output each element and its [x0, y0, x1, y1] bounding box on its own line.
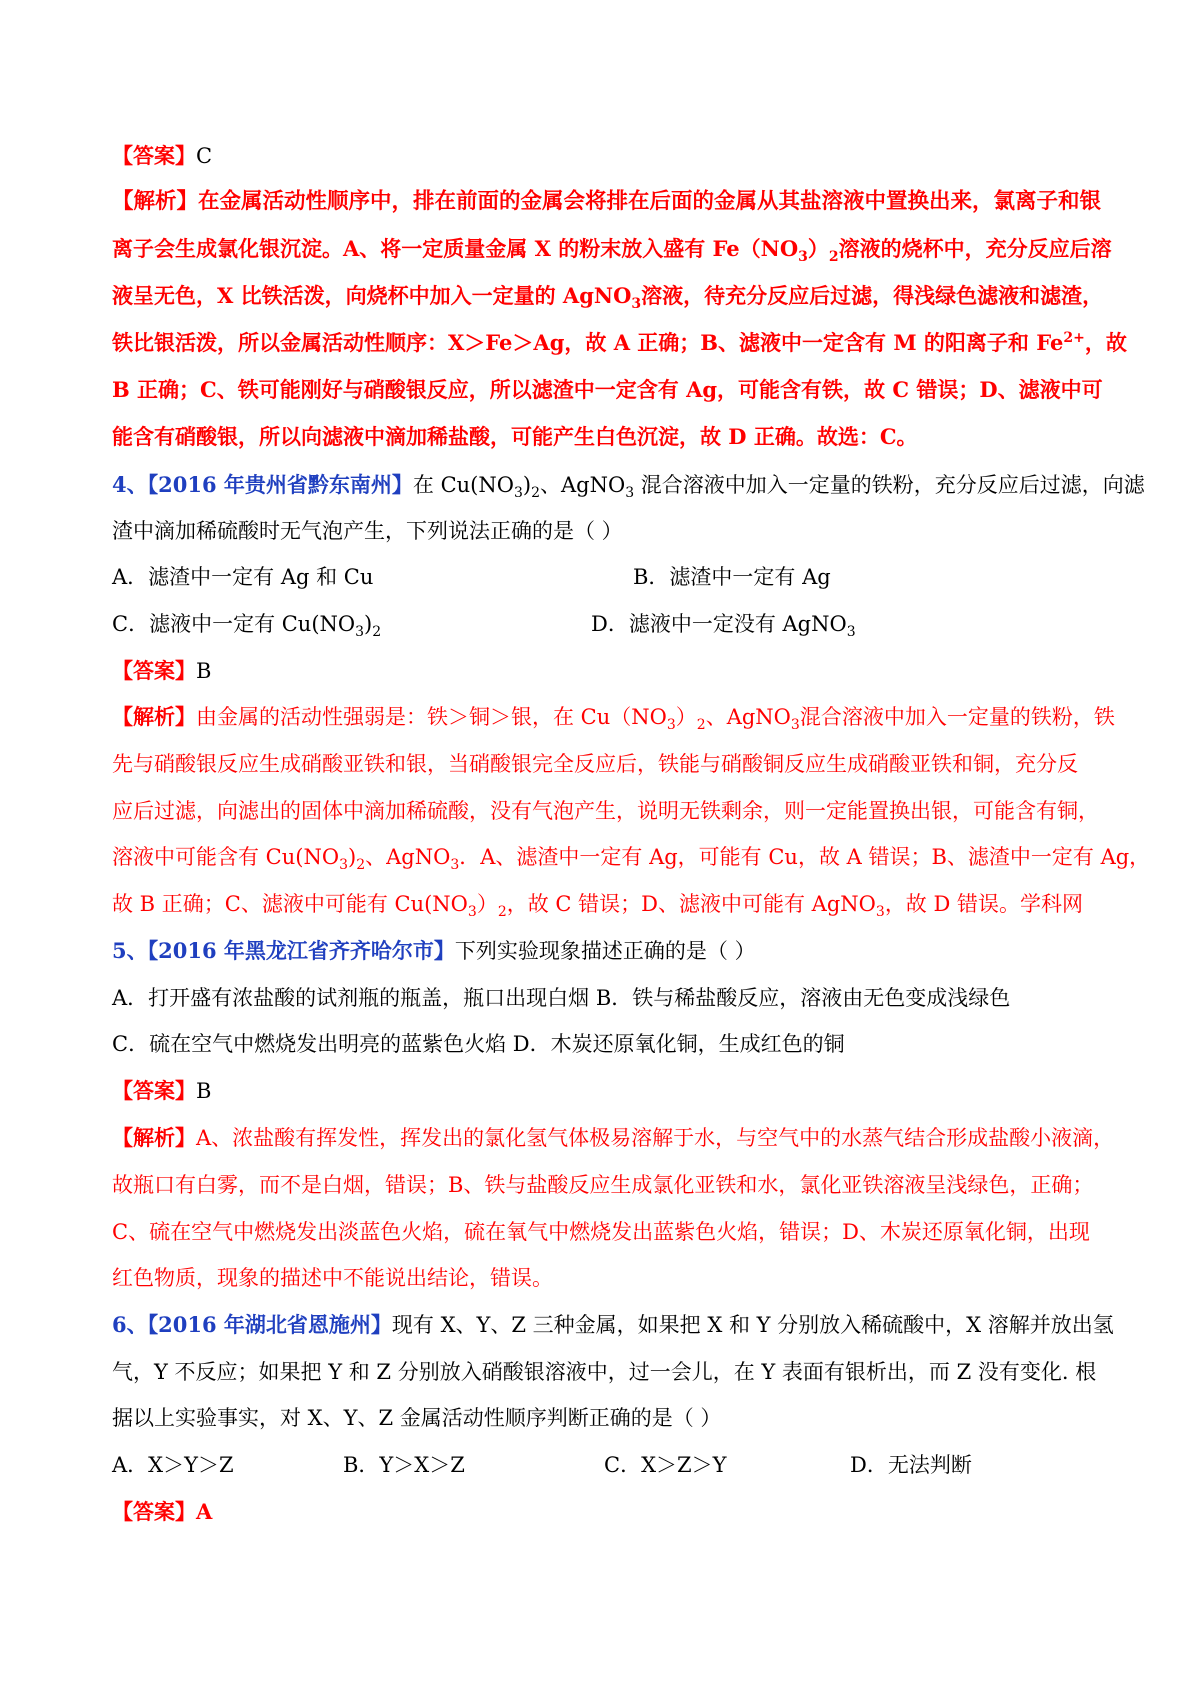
analysis-text: 液呈无色，X 比铁活泼，向烧杯中加入一定量的 AgNO — [112, 283, 632, 308]
q3-analysis-line-5: B 正确；C、铁可能刚好与硝酸银反应，所以滤渣中一定含有 Ag，可能含有铁，故 C 错误；D、滤液中可 — [112, 377, 1103, 402]
stem-text: 、AgNO — [540, 473, 626, 497]
analysis-tag: 【解析】 — [112, 189, 199, 214]
question-number: 4、 — [112, 472, 148, 497]
analysis-text: 溶液的烧杯中，充分反应后溶 — [838, 236, 1112, 261]
q3-analysis-line-3 — [112, 281, 1102, 311]
analysis-text: 、AgNO — [705, 705, 791, 729]
q4-analysis-line-4 — [112, 842, 1151, 874]
q3-analysis-line-1 — [112, 187, 1102, 217]
analysis-tag: 【解析】 — [112, 704, 196, 729]
q4-analysis-line-3: 应后过滤，向滤出的固体中滴加稀硫酸，没有气泡产生，说明无铁剩余，则一定能置换出银，可能含有铜， — [112, 799, 1099, 823]
answer-value: A — [196, 1499, 213, 1524]
q5-analysis-line-4: 红色物质，现象的描述中不能说出结论，错误。 — [112, 1266, 553, 1290]
subscript: 2 — [497, 904, 507, 921]
analysis-text: ，故 — [1084, 330, 1127, 355]
subscript: 2 — [356, 857, 366, 874]
analysis-text: ．A、滤渣中一定有 Ag，可能有 Cu，故 A 错误；B、滤渣中一定有 Ag， — [459, 845, 1151, 869]
q3-analysis-line-2 — [112, 234, 1112, 266]
q6-stem-line-2: 气，Y 不反应；如果把 Y 和 Z 分别放入硝酸银溶液中，过一会儿，在 Y 表面有银析出，而 Z 没有变化. 根 — [112, 1360, 1097, 1384]
q6-option-b: B．Y＞X＞Z — [343, 1453, 465, 1477]
answer-tag: 【答案】 — [112, 143, 196, 168]
q5-answer — [112, 1076, 1102, 1106]
analysis-text: ） — [675, 705, 697, 729]
subscript: 3 — [625, 485, 635, 502]
q6-stem-line-3: 据以上实验事实，对 X、Y、Z 金属活动性顺序判断正确的是（ ） — [112, 1406, 722, 1430]
q5-analysis-line-3: C、硫在空气中燃烧发出淡蓝色火焰，硫在氧气中燃烧发出蓝紫色火焰，错误；D、木炭还原氧化铜，出现 — [112, 1220, 1090, 1244]
analysis-tag: 【解析】 — [112, 1125, 196, 1150]
subscript: 3 — [798, 249, 808, 266]
analysis-text: ，故 C 错误；D、滤液中可能有 AgNO — [506, 892, 876, 916]
question-source: 【2016 年贵州省黔东南州】 — [147, 472, 413, 497]
question-source: 【2016 年黑龙江省齐齐哈尔市】 — [147, 938, 455, 963]
option-text: C．滤液中一定有 Cu(NO — [112, 612, 356, 636]
analysis-text: 铁比银活泼，所以金属活动性顺序：X＞Fe＞Ag，故 A 正确；B、滤液中一定含有 M 的阳离子和 Fe — [112, 330, 1064, 355]
subscript: 3 — [339, 857, 348, 874]
stem-text: 下列实验现象描述正确的是（ ） — [454, 939, 756, 963]
subscript: 3 — [513, 485, 523, 502]
q4-stem-line-2: 渣中滴加稀硫酸时无气泡产生，下列说法正确的是（ ） — [112, 519, 623, 543]
analysis-text: 在金属活动性顺序中，排在前面的金属会将排在后面的金属从其盐溶液中置换出来，氯离子和银 — [198, 189, 1102, 214]
answer-value: B — [196, 1079, 212, 1103]
q4-answer — [112, 656, 1102, 686]
stem-text: 混合溶液中加入一定量的铁粉，充分反应后过滤，向滤 — [634, 473, 1145, 497]
q5-stem — [112, 936, 1102, 966]
q3-analysis-line-4 — [112, 328, 1127, 358]
q3-answer — [112, 141, 1102, 171]
q6-answer — [112, 1497, 1102, 1527]
subscript: 3 — [467, 904, 477, 921]
subscript: 2 — [372, 624, 382, 641]
q4-option-d — [591, 609, 856, 639]
analysis-text: 混合溶液中加入一定量的铁粉，铁 — [799, 705, 1115, 729]
q6-option-d: D．无法判断 — [850, 1453, 972, 1477]
analysis-text: 溶液中可能含有 Cu(NO — [112, 845, 340, 869]
question-number: 5、 — [112, 938, 148, 963]
q4-stem-line-1 — [112, 470, 1145, 502]
analysis-text: ） — [476, 892, 498, 916]
analysis-text: 、AgNO — [365, 845, 451, 869]
analysis-text: 故 B 正确；C、滤液中可能有 Cu(NO — [112, 892, 468, 916]
q6-option-c: C．X＞Z＞Y — [604, 1453, 727, 1477]
subscript: 2 — [696, 717, 706, 734]
q4-option-a: A．滤渣中一定有 Ag 和 Cu — [112, 565, 374, 589]
q4-analysis-line-1 — [112, 702, 1115, 734]
answer-tag: 【答案】 — [112, 658, 196, 683]
superscript: 2+ — [1063, 330, 1085, 346]
analysis-text: A、浓盐酸有挥发性，挥发出的氯化氢气体极易溶解于水，与空气中的水蒸气结合形成盐酸小液滴， — [196, 1126, 1115, 1150]
q5-options-line-1: A．打开盛有浓盐酸的试剂瓶的瓶盖，瓶口出现白烟 B．铁与稀盐酸反应，溶液由无色变成浅绿色 — [112, 986, 1011, 1010]
analysis-text: ) — [347, 845, 357, 869]
answer-value: B — [196, 659, 212, 683]
question-source: 【2016 年湖北省恩施州】 — [147, 1312, 392, 1337]
subscript: 2 — [531, 485, 540, 502]
answer-tag: 【答案】 — [112, 1499, 196, 1524]
stem-text: ) — [522, 473, 532, 497]
stem-text: 在 Cu(NO — [412, 473, 514, 497]
q6-option-a: A．X＞Y＞Z — [112, 1453, 234, 1477]
subscript: 2 — [828, 249, 839, 266]
subscript: 3 — [790, 717, 800, 734]
subscript: 3 — [666, 717, 676, 734]
option-text: D．滤液中一定没有 AgNO — [591, 612, 847, 636]
analysis-text: 离子会生成氯化银沉淀。A、将一定质量金属 X 的粉末放入盛有 Fe（NO — [112, 236, 799, 261]
subscript: 3 — [450, 857, 460, 874]
q4-analysis-line-5 — [112, 889, 1102, 919]
subscript: 3 — [355, 624, 365, 641]
q6-stem-line-1 — [112, 1310, 1114, 1340]
answer-tag: 【答案】 — [112, 1078, 196, 1103]
q5-options-line-2: C．硫在空气中燃烧发出明亮的蓝紫色火焰 D．木炭还原氧化铜，生成红色的铜 — [112, 1032, 845, 1056]
q3-analysis-line-6: 能含有硝酸银，所以向滤液中滴加稀盐酸，可能产生白色沉淀，故 D 正确。故选：C。 — [112, 424, 918, 449]
q5-analysis-line-2: 故瓶口有白雾，而不是白烟，错误；B、铁与盐酸反应生成氯化亚铁和水，氯化亚铁溶液呈浅绿色，正确； — [112, 1173, 1094, 1197]
subscript: 3 — [846, 624, 856, 641]
analysis-text: 由金属的活动性强弱是：铁＞铜＞银，在 Cu（NO — [196, 705, 667, 729]
q5-analysis-line-1 — [112, 1123, 1115, 1153]
analysis-text: ） — [807, 236, 829, 261]
subscript: 3 — [875, 904, 885, 921]
q4-analysis-line-2: 先与硝酸银反应生成硝酸亚铁和银，当硝酸银完全反应后，铁能与硝酸铜反应生成硝酸亚铁和铜，充分反 — [112, 752, 1078, 776]
q4-option-b: B．滤渣中一定有 Ag — [633, 565, 831, 589]
analysis-text: ，故 D 错误。学科网 — [884, 892, 1083, 916]
analysis-text: 溶液，待充分反应后过滤，得浅绿色滤液和滤渣， — [641, 283, 1104, 308]
question-number: 6、 — [112, 1312, 148, 1337]
answer-value: C — [196, 144, 213, 168]
subscript: 3 — [631, 296, 642, 313]
stem-text: 现有 X、Y、Z 三种金属，如果把 X 和 Y 分别放入稀硫酸中，X 溶解并放出氢 — [391, 1313, 1114, 1337]
q4-option-c — [112, 609, 381, 639]
option-text: ) — [364, 612, 373, 636]
